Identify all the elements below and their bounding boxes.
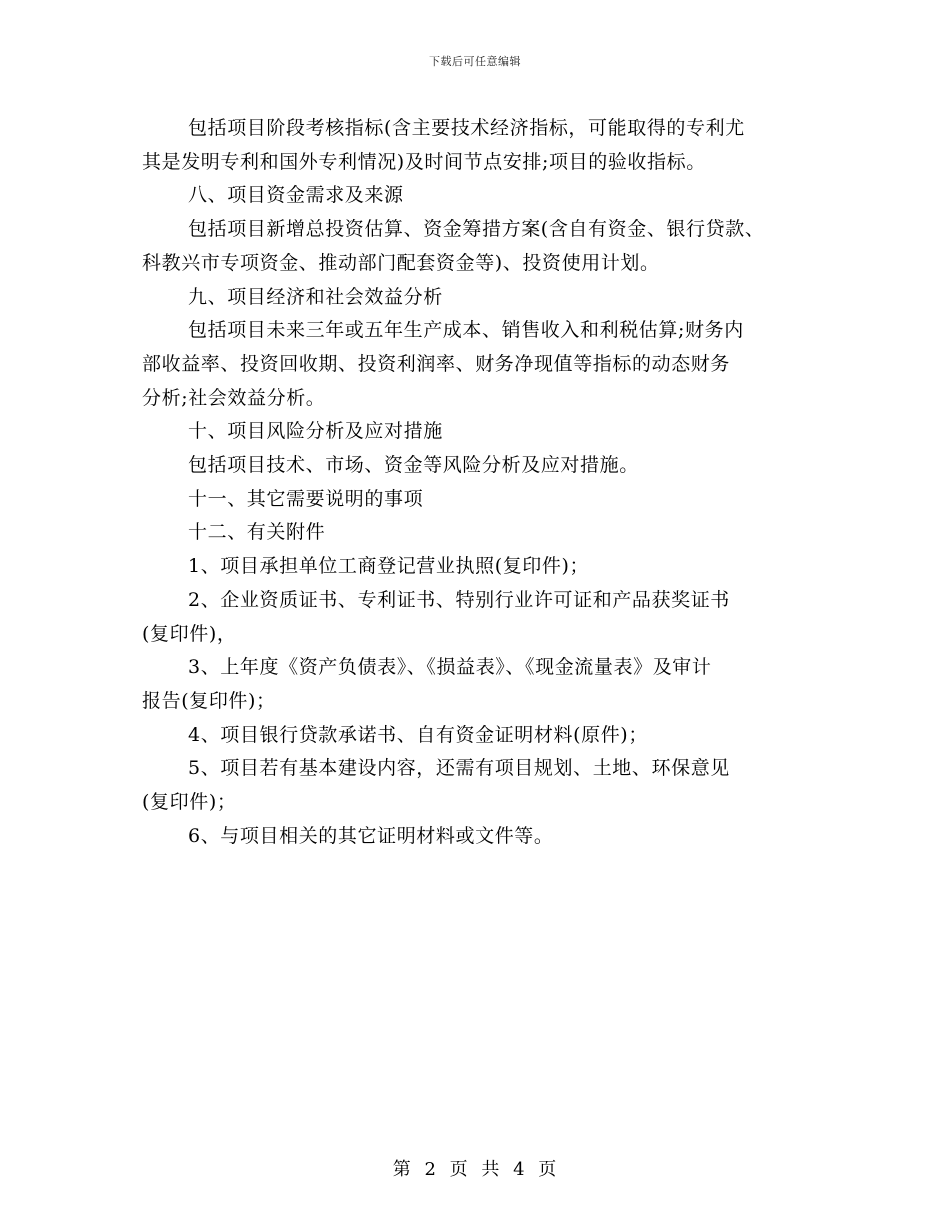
- text-line: 十、项目风险分析及应对措施: [188, 420, 443, 443]
- text-line: 分析;社会效益分析。: [142, 386, 326, 409]
- text-line: 部收益率、投资回收期、投资利润率、财务净现值等指标的动态财务: [142, 352, 731, 375]
- text-line: 其是发明专利和国外专利情况)及时间节点安排;项目的验收指标。: [142, 150, 706, 173]
- text-line: 九、项目经济和社会效益分析: [188, 285, 443, 308]
- text-line: 3、上年度《资产负债表》、《损益表》、《现金流量表》及审计: [188, 656, 712, 679]
- text-line: 6、与项目相关的其它证明材料或文件等。: [188, 824, 554, 847]
- text-line: 科教兴市专项资金、推动部门配套资金等)、投资使用计划。: [142, 251, 660, 274]
- text-line: 5、项目若有基本建设内容，还需有项目规划、土地、环保意见: [188, 757, 730, 780]
- text-line: (复印件)；: [142, 791, 237, 814]
- text-line: 包括项目新增总投资估算、资金筹措方案(含自有资金、银行贷款、: [188, 218, 765, 241]
- text-line: 包括项目未来三年或五年生产成本、销售收入和利税估算;财务内: [188, 319, 744, 342]
- text-line: 1、项目承担单位工商登记营业执照(复印件)；: [188, 555, 590, 578]
- text-line: 八、项目资金需求及来源: [188, 184, 404, 207]
- page-footer: 第 2 页 共 4 页: [392, 1159, 558, 1180]
- page-header: 下载后可任意编辑: [429, 55, 521, 68]
- text-line: 包括项目阶段考核指标(含主要技术经济指标，可能取得的专利尤: [188, 117, 745, 139]
- text-line: 4、项目银行贷款承诺书、自有资金证明材料(原件)；: [188, 723, 648, 746]
- text-line: 报告(复印件)；: [142, 689, 276, 712]
- text-line: 十一、其它需要说明的事项: [188, 487, 424, 510]
- text-line: 2、企业资质证书、专利证书、特别行业许可证和产品获奖证书: [188, 588, 730, 611]
- document-body: [142, 112, 822, 853]
- text-line: (复印件)，: [142, 622, 237, 645]
- text-line: 十二、有关附件: [188, 521, 326, 544]
- text-line: 包括项目技术、市场、资金等风险分析及应对措施。: [188, 454, 639, 477]
